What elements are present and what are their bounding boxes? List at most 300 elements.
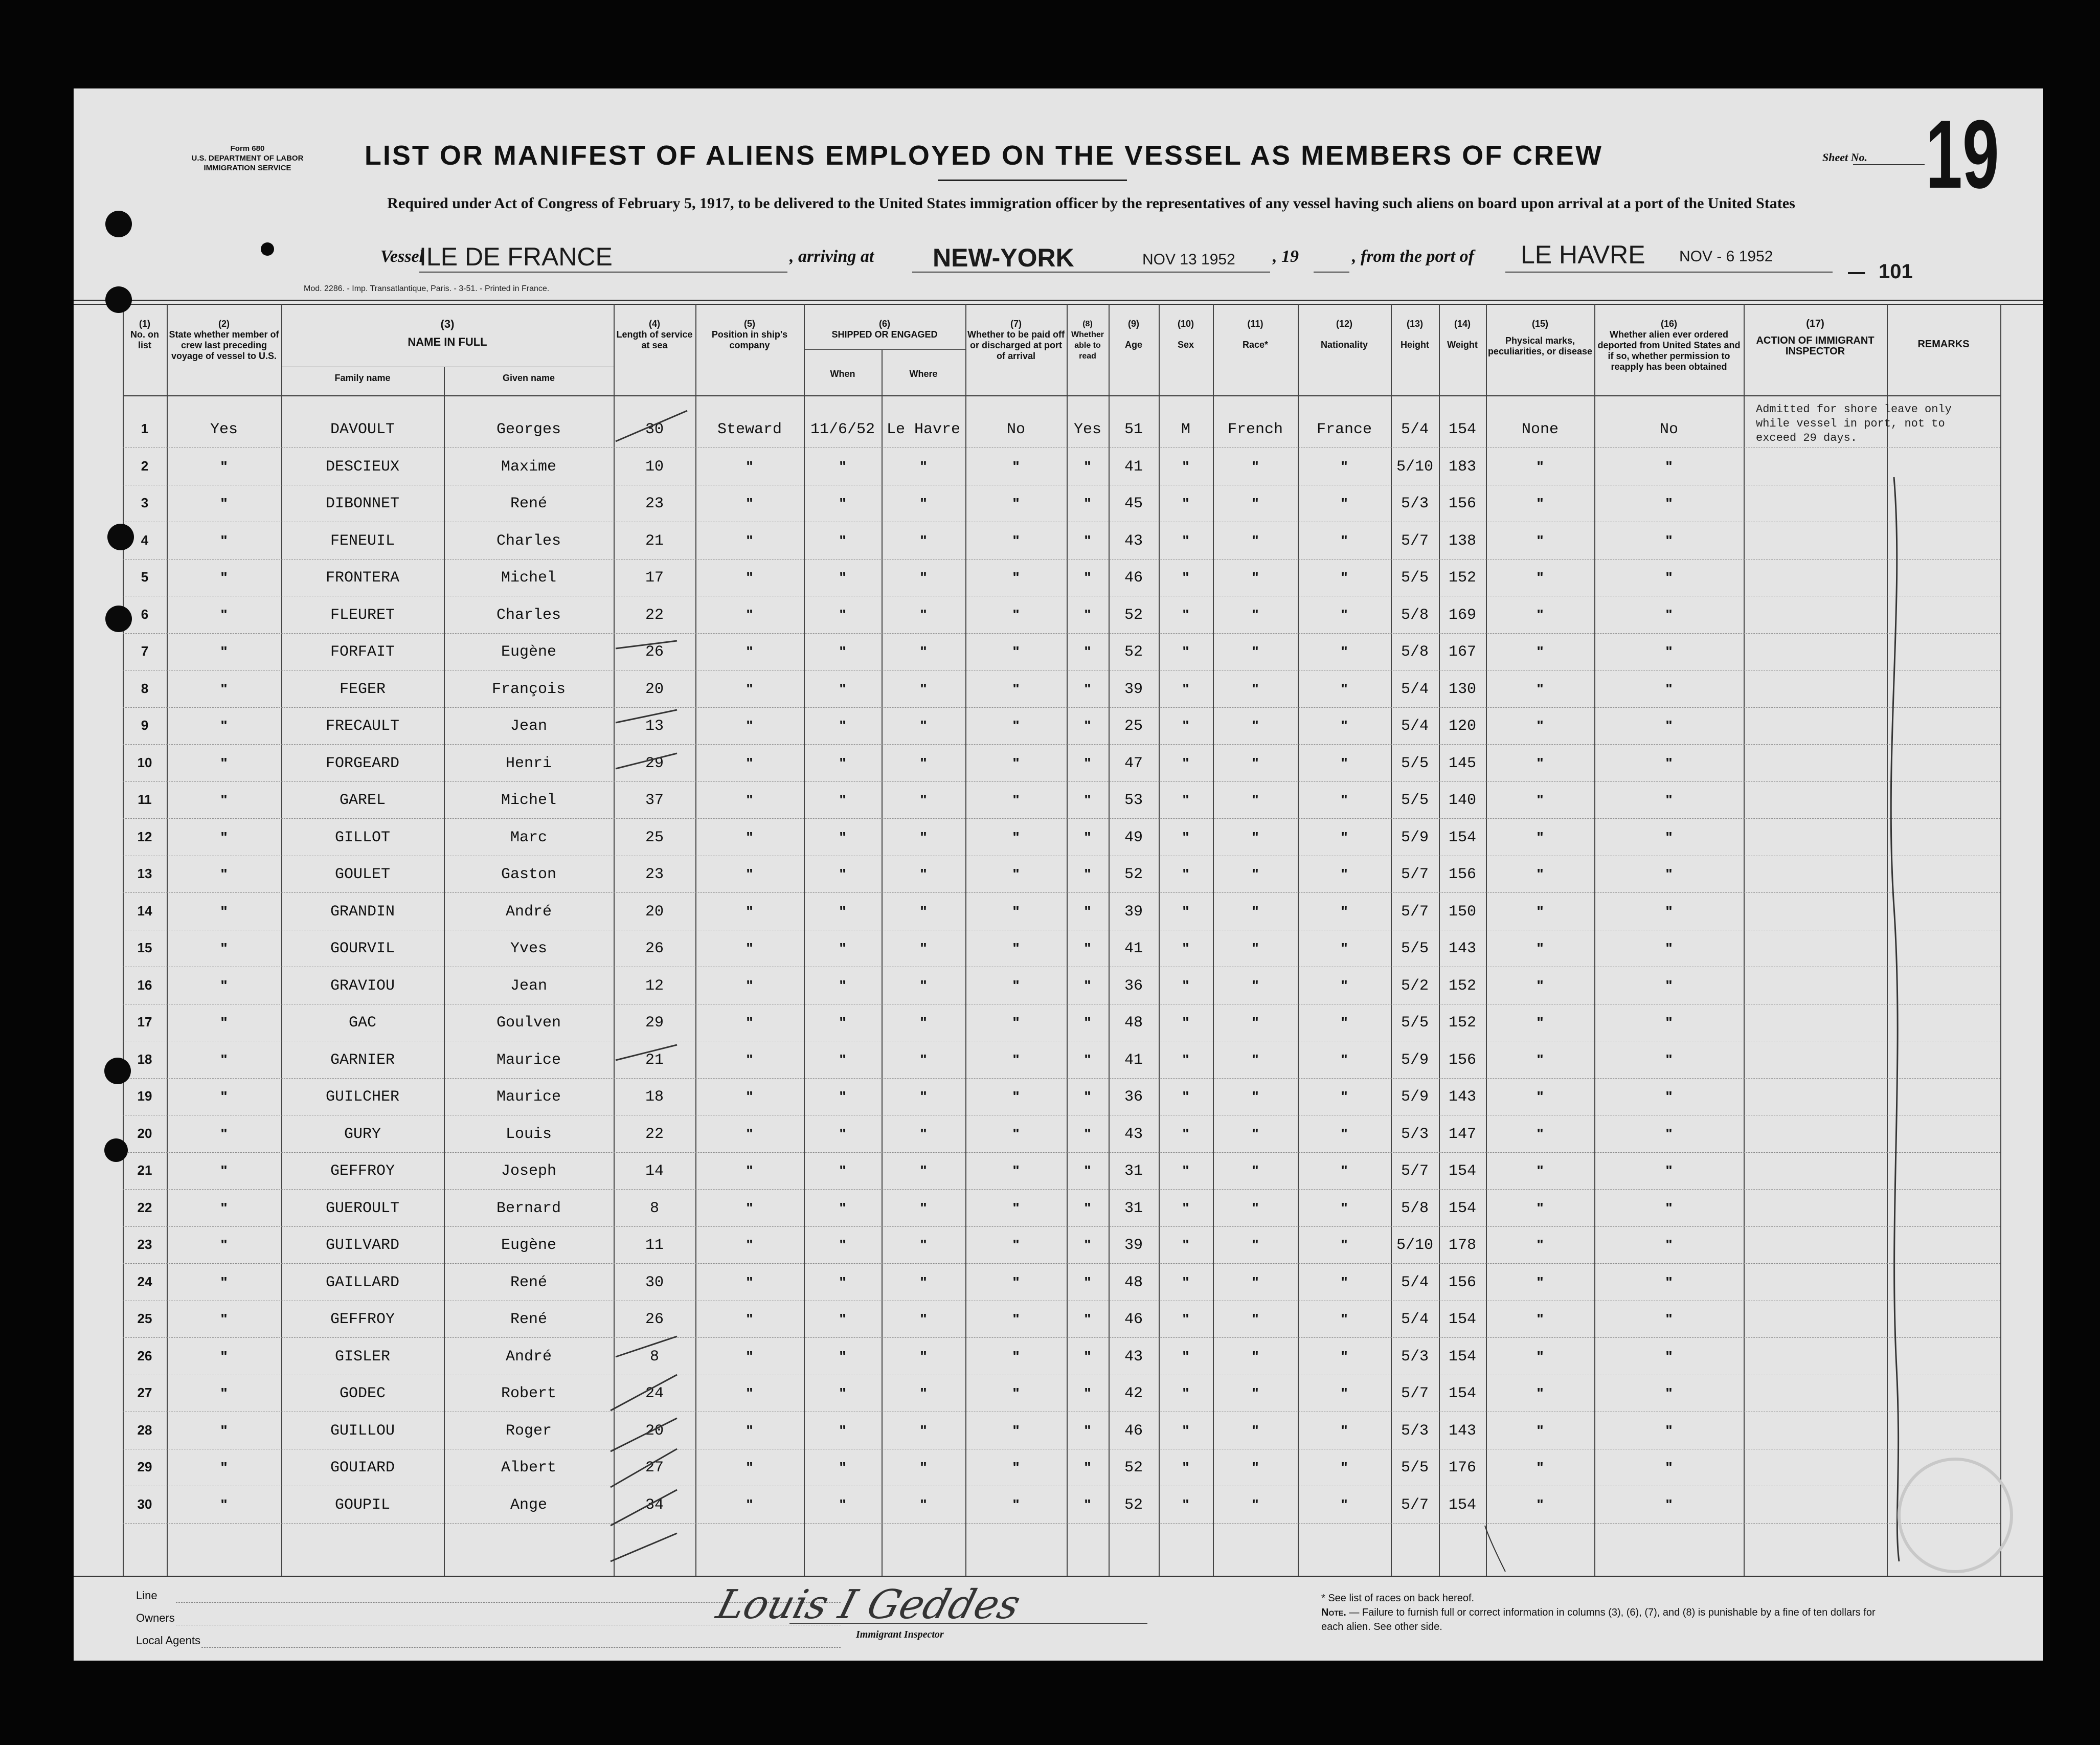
cell-no: 27: [137, 1385, 152, 1400]
cell-age: 39: [1124, 680, 1143, 698]
cell-height: 5/7: [1401, 1162, 1429, 1180]
cell-nationality: ": [1341, 1273, 1348, 1290]
cell-deported: ": [1665, 1237, 1673, 1252]
cell-paid: ": [1012, 977, 1020, 993]
race-footnote: * See list of races on back hereof.: [1321, 1593, 1475, 1604]
cell-sex: ": [1182, 569, 1189, 585]
cell-marks: ": [1537, 569, 1544, 585]
cell-read: ": [1084, 569, 1091, 585]
col-header-family-name: Family name: [334, 373, 391, 383]
cell-marks: ": [1537, 1422, 1544, 1438]
cell-service: 23: [645, 495, 664, 512]
punch-hole: [105, 211, 132, 237]
cell-paid: ": [1012, 754, 1020, 771]
cell-paid: ": [1012, 829, 1020, 845]
cell-nationality: ": [1341, 680, 1348, 697]
cell-age: 46: [1124, 1311, 1143, 1328]
cell-nationality: ": [1341, 569, 1348, 585]
cell-no: 8: [141, 680, 149, 696]
cell-service: 21: [645, 532, 664, 550]
cell-marks: ": [1537, 643, 1544, 659]
cell-nationality: ": [1341, 1237, 1348, 1252]
punch-hole: [104, 1138, 128, 1162]
service-name: IMMIGRATION SERVICE: [204, 164, 291, 172]
cell-weight: 143: [1448, 1422, 1476, 1440]
cell-sex: ": [1182, 606, 1189, 622]
cell-where: ": [920, 1459, 927, 1475]
cell-race: ": [1252, 792, 1259, 808]
cell-marks: ": [1537, 606, 1544, 622]
cell-read: ": [1084, 1459, 1091, 1475]
cell-family: GUILLOU: [330, 1422, 395, 1440]
cell-given: Maxime: [501, 458, 557, 476]
cell-position: ": [746, 1051, 753, 1067]
cell-prev: ": [220, 1348, 228, 1364]
cell-deported: ": [1665, 1459, 1673, 1475]
cell-age: 41: [1124, 1051, 1143, 1069]
cell-where: ": [920, 1273, 927, 1290]
cell-position: ": [746, 1088, 753, 1104]
cell-family: GRANDIN: [330, 903, 395, 921]
cell-race: ": [1252, 680, 1259, 697]
punch-hole: [107, 524, 134, 550]
cell-age: 25: [1124, 718, 1143, 735]
cell-nationality: ": [1341, 903, 1348, 919]
cell-prev: ": [220, 718, 228, 733]
cell-given: Ange: [510, 1496, 547, 1514]
cell-sex: ": [1182, 495, 1189, 511]
col-header-sex: (10) Sex: [1177, 319, 1194, 350]
cell-position: ": [746, 1422, 753, 1438]
cell-family: DIBONNET: [325, 495, 400, 512]
departure-date: NOV - 6 1952: [1679, 248, 1773, 265]
cell-read: ": [1084, 1051, 1091, 1067]
cell-service: 26: [645, 1311, 664, 1328]
cell-marks: ": [1537, 495, 1544, 511]
cell-height: 5/9: [1401, 829, 1429, 846]
cell-family: FORFAIT: [330, 643, 395, 661]
cell-height: 5/2: [1401, 977, 1429, 995]
cell-prev: ": [220, 903, 228, 919]
cell-age: 47: [1124, 754, 1143, 772]
cell-nationality: ": [1341, 495, 1348, 511]
cell-position: ": [746, 940, 753, 956]
cell-read: ": [1084, 1237, 1091, 1252]
cell-paid: ": [1012, 1237, 1020, 1252]
cell-sex: ": [1182, 1051, 1189, 1067]
cell-service: 23: [645, 866, 664, 883]
cell-when: ": [839, 1496, 846, 1512]
cell-no: 19: [137, 1088, 152, 1104]
arrival-port: NEW-YORK: [933, 243, 1074, 272]
cell-deported: ": [1665, 1348, 1673, 1364]
cell-family: GUILVARD: [325, 1237, 400, 1254]
cell-race: ": [1252, 718, 1259, 733]
cell-nationality: ": [1341, 643, 1348, 659]
agents-rule: [201, 1647, 841, 1648]
cell-age: 43: [1124, 1125, 1143, 1143]
cell-service: 21: [645, 1051, 664, 1069]
cell-paid: ": [1012, 903, 1020, 919]
cell-marks: ": [1537, 866, 1544, 882]
cell-height: 5/5: [1401, 1459, 1429, 1476]
cell-weight: 130: [1448, 680, 1476, 698]
cell-paid: ": [1012, 1311, 1020, 1327]
arriving-label: , arriving at: [789, 247, 874, 266]
col-header-weight: (14) Weight: [1447, 319, 1478, 350]
cell-where: ": [920, 1051, 927, 1067]
col-header-position: (5) Position in ship's company: [711, 319, 788, 350]
cell-age: 46: [1124, 569, 1143, 587]
cell-family: GUEROULT: [325, 1199, 400, 1217]
cell-age: 31: [1124, 1199, 1143, 1217]
cell-service: 8: [649, 1348, 659, 1366]
cell-given: René: [510, 1273, 547, 1291]
cell-position: ": [746, 903, 753, 919]
cell-weight: 143: [1448, 940, 1476, 957]
cell-given: François: [491, 680, 566, 698]
cell-when: ": [839, 1422, 846, 1438]
cell-given: Joseph: [501, 1162, 557, 1180]
cell-prev: ": [220, 1311, 228, 1327]
cell-position: ": [746, 718, 753, 733]
cell-where: ": [920, 458, 927, 474]
cell-nationality: ": [1341, 1385, 1348, 1401]
cell-service: 13: [645, 718, 664, 735]
cell-nationality: ": [1341, 1422, 1348, 1438]
cell-when: 11/6/52: [810, 421, 875, 438]
cell-where: ": [920, 977, 927, 993]
cell-when: ": [839, 1273, 846, 1290]
cell-when: ": [839, 754, 846, 771]
cell-weight: 152: [1448, 977, 1476, 995]
cell-marks: ": [1537, 1088, 1544, 1104]
cell-height: 5/7: [1401, 1496, 1429, 1514]
cell-sex: ": [1182, 1422, 1189, 1438]
cell-marks: ": [1537, 718, 1544, 733]
cell-age: 39: [1124, 1237, 1143, 1254]
cell-read: ": [1084, 643, 1091, 659]
cell-when: ": [839, 1088, 846, 1104]
cell-prev: ": [220, 458, 228, 474]
col-header-list-no: (1) No. on list: [130, 319, 159, 350]
cell-nationality: ": [1341, 754, 1348, 771]
cell-sex: ": [1182, 1496, 1189, 1512]
punch-hole: [105, 606, 132, 632]
cell-where: ": [920, 718, 927, 733]
cell-race: ": [1252, 1385, 1259, 1401]
cell-family: FEGER: [339, 680, 386, 698]
cell-position: ": [746, 1459, 753, 1475]
cell-prev: ": [220, 829, 228, 845]
cell-prev: ": [220, 866, 228, 882]
line-label: Line: [136, 1589, 157, 1602]
cell-weight: 154: [1448, 1162, 1476, 1180]
cell-sex: ": [1182, 754, 1189, 771]
cell-service: 11: [645, 1237, 664, 1254]
cell-family: GAREL: [339, 792, 386, 809]
col-header-able-to-read: (8) Whether able to read: [1071, 320, 1104, 361]
cell-where: ": [920, 903, 927, 919]
cell-height: 5/7: [1401, 1385, 1429, 1402]
cell-marks: ": [1537, 1459, 1544, 1475]
form-number: Form 680: [230, 144, 265, 153]
cell-prev: ": [220, 1459, 228, 1475]
cell-position: ": [746, 1496, 753, 1512]
cell-when: ": [839, 792, 846, 808]
cell-service: 29: [645, 754, 664, 772]
cell-family: FLEURET: [330, 606, 395, 624]
cell-prev: ": [220, 606, 228, 622]
cell-read: ": [1084, 829, 1091, 845]
cell-no: 2: [141, 458, 149, 474]
cell-age: 45: [1124, 495, 1143, 512]
cell-sex: ": [1182, 903, 1189, 919]
cell-height: 5/3: [1401, 1422, 1429, 1440]
cell-read: ": [1084, 1496, 1091, 1512]
cell-given: Jean: [510, 977, 547, 995]
cell-prev: ": [220, 1237, 228, 1252]
cell-nationality: ": [1341, 977, 1348, 993]
cell-weight: 154: [1448, 1385, 1476, 1402]
cell-position: ": [746, 829, 753, 845]
cell-service: 22: [645, 606, 664, 624]
cell-given: René: [510, 495, 547, 512]
cell-prev: ": [220, 1125, 228, 1142]
cell-paid: ": [1012, 495, 1020, 511]
arrival-date: NOV 13 1952: [1142, 251, 1235, 268]
cell-position: ": [746, 1385, 753, 1401]
fine-footnote: [1321, 1605, 1884, 1634]
cell-read: ": [1084, 532, 1091, 548]
cell-race: ": [1252, 1051, 1259, 1067]
cell-position: ": [746, 643, 753, 659]
cell-deported: ": [1665, 495, 1673, 511]
cell-position: ": [746, 754, 753, 771]
cell-sex: ": [1182, 1385, 1189, 1401]
cell-service: 26: [645, 940, 664, 957]
cell-when: ": [839, 606, 846, 622]
cell-age: 51: [1124, 421, 1143, 438]
cell-nationality: ": [1341, 1199, 1348, 1216]
cell-weight: 178: [1448, 1237, 1476, 1254]
cell-deported: ": [1665, 1125, 1673, 1142]
cell-weight: 154: [1448, 829, 1476, 846]
cell-weight: 183: [1448, 458, 1476, 476]
cell-prev: Yes: [210, 421, 238, 438]
cell-weight: 156: [1448, 495, 1476, 512]
cell-where: ": [920, 495, 927, 511]
cell-deported: ": [1665, 643, 1673, 659]
cell-no: 30: [137, 1496, 152, 1512]
cell-race: ": [1252, 977, 1259, 993]
cell-paid: ": [1012, 680, 1020, 697]
cell-read: ": [1084, 792, 1091, 808]
cell-when: ": [839, 569, 846, 585]
cell-given: Jean: [510, 718, 547, 735]
cell-weight: 152: [1448, 1014, 1476, 1032]
col-header-inspector-action: (17) ACTION OF IMMIGRANT INSPECTOR: [1756, 318, 1875, 357]
cell-paid: ": [1012, 458, 1020, 474]
cell-deported: ": [1665, 1014, 1673, 1030]
cell-family: GOUPIL: [334, 1496, 391, 1514]
cell-nationality: ": [1341, 458, 1348, 474]
cell-read: ": [1084, 1422, 1091, 1438]
cell-age: 52: [1124, 1496, 1143, 1514]
cell-no: 14: [137, 903, 152, 919]
cell-race: ": [1252, 1088, 1259, 1104]
signature-rule: [789, 1623, 1147, 1624]
cell-nationality: ": [1341, 1125, 1348, 1142]
cell-read: ": [1084, 495, 1091, 511]
remarks-squiggle: [1891, 477, 1899, 1561]
cell-position: ": [746, 792, 753, 808]
cell-no: 17: [137, 1014, 152, 1030]
cell-deported: ": [1665, 1422, 1673, 1438]
vessel-label: Vessel: [380, 247, 424, 266]
cell-service: 34: [645, 1496, 664, 1514]
cell-paid: ": [1012, 792, 1020, 808]
cell-weight: 156: [1448, 866, 1476, 883]
cell-position: ": [746, 1273, 753, 1290]
cell-paid: ": [1012, 1496, 1020, 1512]
cell-where: ": [920, 1162, 927, 1178]
cell-sex: ": [1182, 829, 1189, 845]
department-name: U.S. DEPARTMENT OF LABOR: [191, 154, 304, 163]
cell-given: René: [510, 1311, 547, 1328]
cell-given: Louis: [505, 1125, 552, 1143]
cell-paid: ": [1012, 1051, 1020, 1067]
cell-weight: 154: [1448, 1496, 1476, 1514]
cell-height: 5/5: [1401, 1014, 1429, 1032]
cell-when: ": [839, 1237, 846, 1252]
cell-height: 5/4: [1401, 1273, 1429, 1291]
cell-where: Le Havre: [886, 421, 961, 438]
cell-height: 5/8: [1401, 606, 1429, 624]
cell-deported: ": [1665, 866, 1673, 882]
cell-position: ": [746, 606, 753, 622]
cell-family: GISLER: [334, 1348, 391, 1366]
cell-weight: 143: [1448, 1088, 1476, 1106]
cell-marks: ": [1537, 458, 1544, 474]
document-title: LIST OR MANIFEST OF ALIENS EMPLOYED ON THE VESSEL AS MEMBERS OF CREW: [364, 140, 1604, 171]
cell-position: ": [746, 1162, 753, 1178]
cell-sex: ": [1182, 643, 1189, 659]
cell-race: ": [1252, 1496, 1259, 1512]
cell-read: ": [1084, 1125, 1091, 1142]
cell-given: Michel: [501, 792, 557, 809]
cell-service: 12: [645, 977, 664, 995]
cell-age: 41: [1124, 458, 1143, 476]
cell-marks: ": [1537, 977, 1544, 993]
cell-height: 5/5: [1401, 754, 1429, 772]
cell-family: FRECAULT: [325, 718, 400, 735]
cell-marks: None: [1521, 421, 1559, 438]
cell-family: FORGEARD: [325, 754, 400, 772]
pen-stroke: [1485, 1526, 1505, 1572]
cell-given: Roger: [505, 1422, 552, 1440]
col-header-previous-voyage: (2) State whether member of crew last preceding voyage of vessel to U.S.: [169, 319, 279, 361]
cell-read: ": [1084, 1088, 1091, 1104]
footer-rule: [74, 1576, 2043, 1577]
cell-nationality: ": [1341, 718, 1348, 733]
cell-deported: ": [1665, 977, 1673, 993]
cell-prev: ": [220, 1385, 228, 1401]
cell-paid: ": [1012, 643, 1020, 659]
cell-when: ": [839, 866, 846, 882]
cell-given: Gaston: [501, 866, 557, 883]
col-header-nationality: (12) Nationality: [1320, 319, 1368, 350]
cell-deported: ": [1665, 532, 1673, 548]
cell-no: 5: [141, 569, 149, 585]
cell-marks: ": [1537, 940, 1544, 956]
cell-deported: ": [1665, 1273, 1673, 1290]
cell-given: Henri: [505, 754, 552, 772]
cell-weight: 154: [1448, 1311, 1476, 1328]
cell-given: Charles: [496, 606, 561, 624]
cell-position: ": [746, 1348, 753, 1364]
cell-nationality: ": [1341, 792, 1348, 808]
cell-nationality: ": [1341, 1496, 1348, 1512]
cell-given: Goulven: [496, 1014, 561, 1032]
cell-paid: ": [1012, 718, 1020, 733]
cell-service: 8: [649, 1199, 659, 1217]
cell-given: Albert: [501, 1459, 557, 1476]
cell-paid: ": [1012, 569, 1020, 585]
cell-service: 24: [645, 1385, 664, 1402]
cell-marks: ": [1537, 1125, 1544, 1142]
cell-read: ": [1084, 1348, 1091, 1364]
cell-marks: ": [1537, 792, 1544, 808]
cell-when: ": [839, 1051, 846, 1067]
cell-height: 5/10: [1396, 1237, 1433, 1254]
cell-service: 30: [645, 1273, 664, 1291]
cell-where: ": [920, 792, 927, 808]
cell-marks: ": [1537, 1237, 1544, 1252]
cell-race: ": [1252, 940, 1259, 956]
cell-prev: ": [220, 532, 228, 548]
cell-where: ": [920, 1125, 927, 1142]
cell-read: ": [1084, 1199, 1091, 1216]
cell-age: 31: [1124, 1162, 1143, 1180]
cell-paid: ": [1012, 606, 1020, 622]
cell-sex: ": [1182, 1162, 1189, 1178]
cell-prev: ": [220, 977, 228, 993]
cell-no: 11: [138, 792, 152, 807]
cell-sex: ": [1182, 792, 1189, 808]
cell-where: ": [920, 1237, 927, 1252]
cell-paid: ": [1012, 1385, 1020, 1401]
cell-sex: ": [1182, 866, 1189, 882]
cell-height: 5/3: [1401, 1348, 1429, 1366]
cell-marks: ": [1537, 1162, 1544, 1178]
cell-marks: ": [1537, 532, 1544, 548]
cell-no: 15: [137, 940, 152, 955]
cell-sex: ": [1182, 532, 1189, 548]
cell-marks: ": [1537, 1496, 1544, 1512]
cell-race: ": [1252, 903, 1259, 919]
cell-no: 23: [137, 1237, 152, 1252]
cell-given: Bernard: [496, 1199, 561, 1217]
cell-where: ": [920, 1348, 927, 1364]
cell-height: 5/4: [1401, 421, 1429, 438]
cell-position: ": [746, 866, 753, 882]
cell-race: ": [1252, 1459, 1259, 1475]
cell-paid: ": [1012, 1459, 1020, 1475]
cell-height: 5/4: [1401, 680, 1429, 698]
cell-service: 17: [645, 569, 664, 587]
cell-read: ": [1084, 718, 1091, 733]
